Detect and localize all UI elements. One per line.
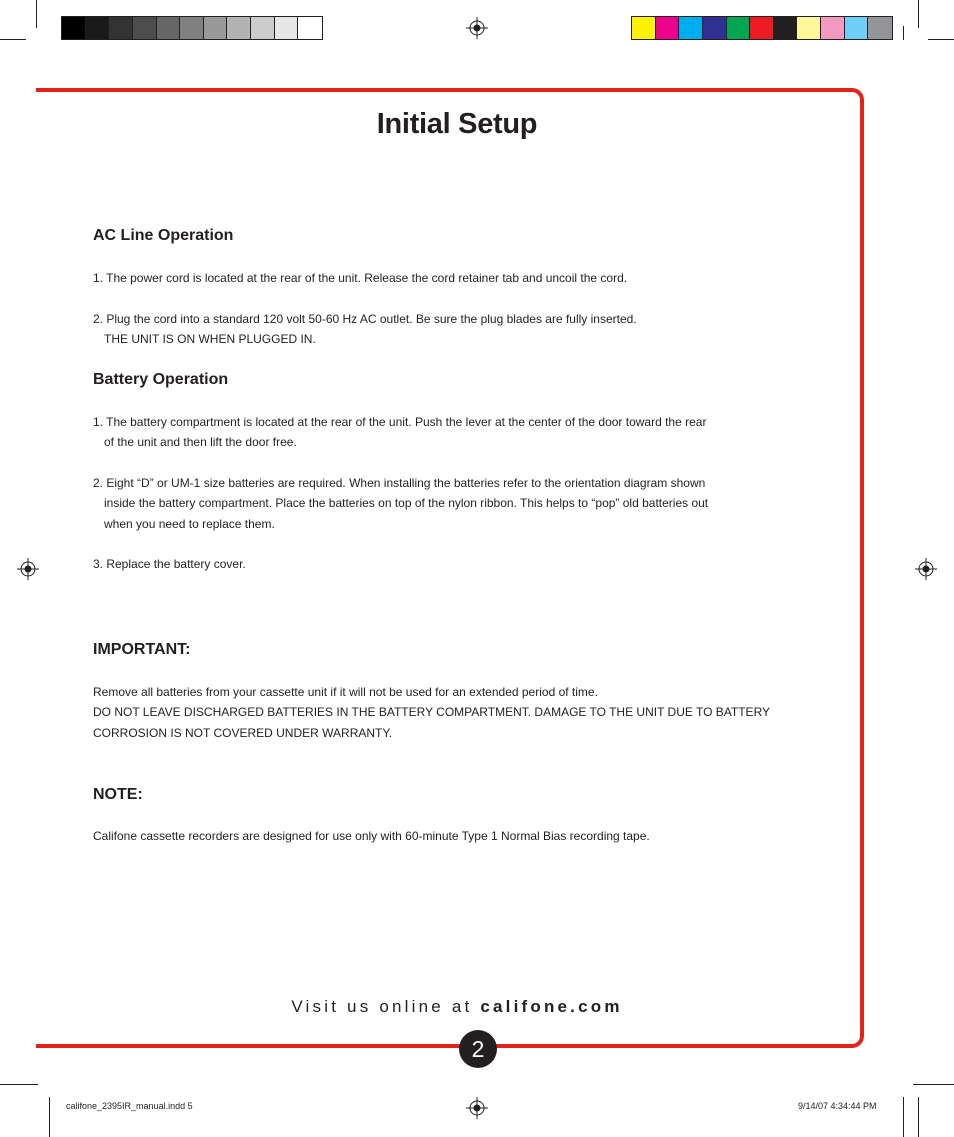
battery-item-1-cont: of the unit and then lift the door free. (104, 435, 297, 449)
color-swatch (86, 17, 110, 39)
crop-mark (0, 39, 26, 40)
color-swatch (275, 17, 299, 39)
battery-item-2-cont: when you need to replace them. (104, 517, 275, 531)
color-swatch (727, 17, 751, 39)
color-swatch (133, 17, 157, 39)
crop-mark (918, 0, 919, 28)
registration-mark-icon (466, 17, 488, 39)
ac-item-2-note: THE UNIT IS ON WHEN PLUGGED IN. (104, 332, 316, 346)
registration-mark-icon (915, 558, 937, 580)
slug-timestamp: 9/14/07 4:34:44 PM (798, 1101, 877, 1111)
color-swatch (679, 17, 703, 39)
color-swatch (227, 17, 251, 39)
color-swatch (251, 17, 275, 39)
color-swatch (703, 17, 727, 39)
crop-mark (903, 26, 904, 40)
crop-mark (49, 1097, 50, 1137)
website-link[interactable]: califone.com (480, 997, 623, 1016)
page-title: Initial Setup (376, 108, 538, 140)
process-color-bar (631, 16, 893, 40)
ac-item-1: 1. The power cord is located at the rear of the unit. Release the cord retainer tab and uncoil the cord. (93, 271, 628, 285)
grayscale-color-bar (61, 16, 323, 40)
battery-heading: Battery Operation (93, 371, 229, 388)
color-swatch (821, 17, 845, 39)
color-swatch (298, 17, 322, 39)
color-swatch (750, 17, 774, 39)
important-heading: IMPORTANT: (93, 641, 191, 658)
crop-mark (36, 0, 37, 28)
crop-mark (0, 1084, 38, 1085)
important-line: Remove all batteries from your cassette unit if it will not be used for an extended period of time. (93, 685, 598, 699)
color-swatch (62, 17, 86, 39)
color-swatch (204, 17, 228, 39)
crop-mark (903, 1097, 904, 1137)
page-number-badge: 2 (459, 1030, 497, 1068)
important-line: CORROSION IS NOT COVERED UNDER WARRANTY. (93, 726, 393, 740)
note-heading: NOTE: (93, 786, 143, 803)
color-swatch (180, 17, 204, 39)
battery-item-1: 1. The battery compartment is located at the rear of the unit. Push the lever at the center of the door toward the rear (93, 415, 707, 429)
crop-mark (913, 1084, 954, 1085)
note-line: Califone cassette recorders are designed for use only with 60-minute Type 1 Normal Bias recording tape. (93, 829, 650, 843)
color-swatch (157, 17, 181, 39)
color-swatch (797, 17, 821, 39)
battery-item-2: 2. Eight “D” or UM-1 size batteries are required. When installing the batteries refer to the orientation diagram shown (93, 476, 706, 490)
slug-filename: califone_2395IR_manual.indd 5 (66, 1101, 193, 1111)
battery-item-3: 3. Replace the battery cover. (93, 557, 246, 571)
visit-online-text (0, 997, 914, 1017)
color-swatch (632, 17, 656, 39)
ac-line-heading: AC Line Operation (93, 227, 234, 244)
ac-item-2: 2. Plug the cord into a standard 120 volt 50-60 Hz AC outlet. Be sure the plug blades are fully inserted. (93, 312, 637, 326)
visit-prefix: Visit us online at (291, 997, 481, 1016)
color-swatch (656, 17, 680, 39)
color-swatch (868, 17, 892, 39)
color-swatch (774, 17, 798, 39)
crop-mark (928, 39, 954, 40)
registration-mark-icon (466, 1097, 488, 1119)
crop-mark (918, 1097, 919, 1137)
color-swatch (109, 17, 133, 39)
battery-item-2-cont: inside the battery compartment. Place the batteries on top of the nylon ribbon. This helps to “pop” old batteries out (104, 496, 709, 510)
important-line: DO NOT LEAVE DISCHARGED BATTERIES IN THE BATTERY COMPARTMENT. DAMAGE TO THE UNIT DUE TO BATTERY (93, 705, 771, 719)
color-swatch (845, 17, 869, 39)
